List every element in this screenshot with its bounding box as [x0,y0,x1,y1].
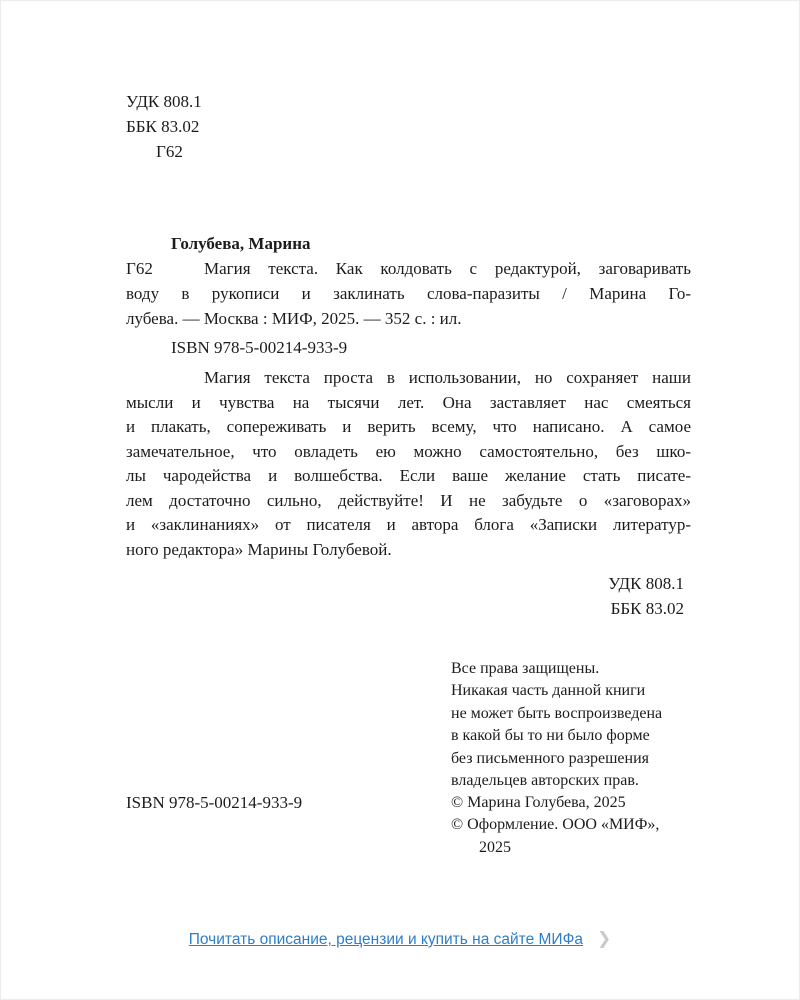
annotation-line: и плакать, сопереживать и верить всему, что написано. А самое [126,417,691,436]
bib-line: лубева. — Москва : МИФ, 2025. — 352 с. : ил. [126,309,462,328]
rights-line: Все права защищены. [451,660,600,677]
rights-line: владельцев авторских прав. [451,772,639,790]
isbn-top: ISBN 978-5-00214-933-9 [171,338,348,357]
footer-link-row [1,929,799,949]
mif-site-link[interactable]: Почитать описание, рецензии и купить на сайте МИФа [188,931,583,948]
chevron-right-icon: ❯ [596,929,612,949]
annotation-line: лем достаточно сильно, действуйте! И не забудьте о «заговорах» [126,490,691,510]
annotation-line: и «заклинаниях» от писателя и автора блога «Записки литератур- [126,515,691,534]
rights-notice [451,658,662,792]
right-codes-block [608,571,684,621]
rights-line: в какой бы то ни было форме [451,727,650,745]
bib-line: воду в рукописи и заклинать слова-паразиты / Марина Го- [126,284,691,303]
annotation-line: лы чародейства и волшебства. Если ваше желание стать писате- [126,466,691,485]
bibliographic-entry [126,256,691,331]
bib-entry-code: Г62 [126,259,153,278]
top-codes-block [126,89,202,164]
bbk-code-right: ББК 83.02 [610,599,684,618]
annotation-line: мысли и чувства на тысячи лет. Она заставляет нас смеяться [126,392,691,412]
isbn-bottom: ISBN 978-5-00214-933-9 [126,793,303,812]
udk-code-right: УДК 808.1 [608,574,684,593]
author-name: Голубева, Марина [171,234,311,253]
copyright-design-year: 2025 [479,838,511,856]
annotation-line: Магия текста проста в использовании, но сохраняет наши [204,368,691,387]
rights-line: Никакая часть данной книги [451,682,646,700]
rights-line: без письменного разрешения [451,749,650,767]
copyright-author: © Марина Голубева, 2025 [451,794,626,811]
annotation [126,366,691,562]
bib-line: Магия текста. Как колдовать с редактурой, заговаривать [204,259,691,278]
copyright-design: © Оформление. ООО «МИФ», [451,816,660,834]
bbk-code: ББК 83.02 [126,117,200,136]
annotation-line: ного редактора» Марины Голубевой. [126,539,392,559]
entry-code: Г62 [156,142,183,161]
rights-line: не может быть воспроизведена [451,704,663,722]
annotation-line: замечательное, что овладеть ею можно самостоятельно, без шко- [126,441,691,461]
copyright-block [451,792,659,859]
udk-code: УДК 808.1 [126,92,202,111]
